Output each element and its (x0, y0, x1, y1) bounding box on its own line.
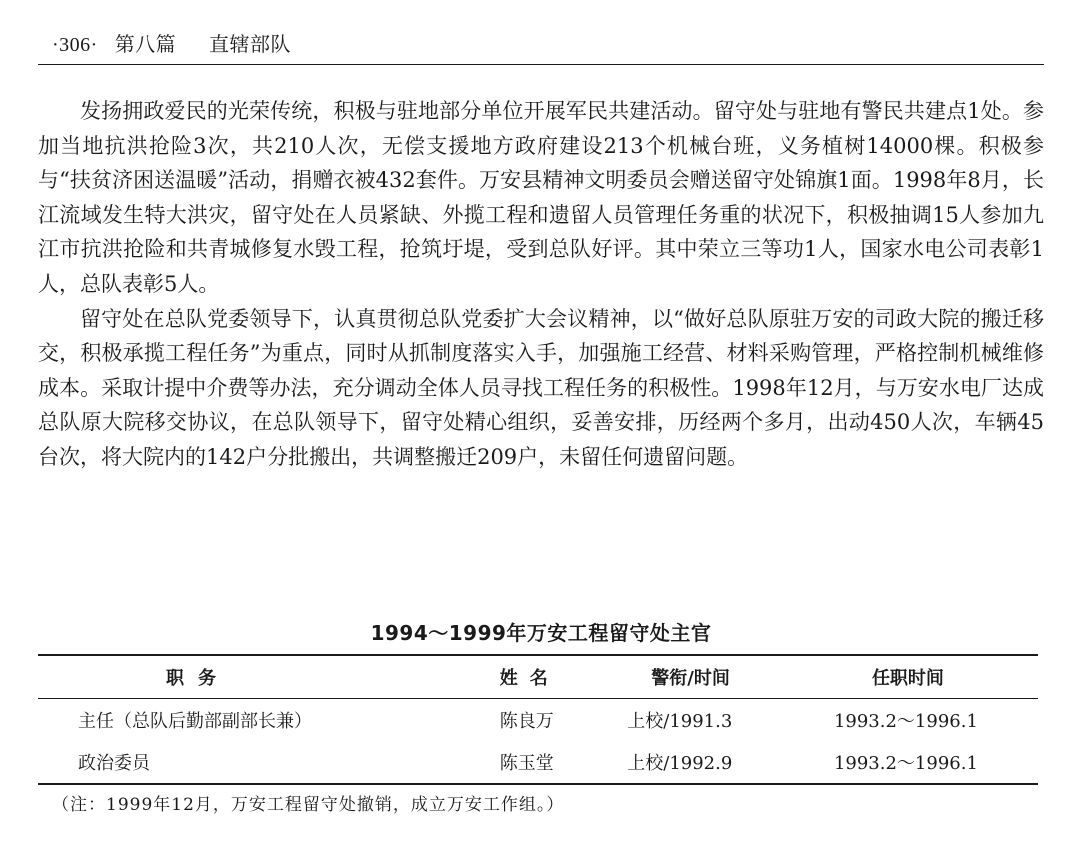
part-label: 第八篇 (114, 32, 177, 56)
cell-name: 陈玉堂 (499, 753, 554, 774)
paragraph: 留守处在总队党委领导下，认真贯彻总队党委扩大会议精神，以“做好总队原驻万安的司政大院的搬迁移交，积极承揽工程任务”为重点，同时从抓制度落实入手，加强施工经营、材料采购管理，严格控制机械维修成本。采取计提中介费等办法，充分调动全体人员寻找工程任务的积极性。1998年12月，与万安水电厂达成总队原大院移交协议，在总队领导下，留守处精心组织，妥善安排，历经两个多月，出动450人次，车辆45台次，将大院内的142户分批搬出，共调整搬迁209户，未留任何遗留问题。 (38, 306, 1044, 469)
body-text (38, 94, 1044, 475)
header-divider (38, 64, 1044, 65)
cell-position: 政治委员 (78, 753, 150, 774)
cell-position: 主任（总队后勤部副部长兼） (78, 711, 312, 732)
table-note: （注：1999年12月，万安工程留守处撤销，成立万安工作组。） (52, 795, 565, 815)
cell-rank: 上校/1992.9 (627, 753, 733, 774)
section-title: 直辖部队 (209, 32, 292, 56)
running-header (52, 28, 291, 57)
column-header-name: 姓名 (499, 668, 560, 689)
paragraph: 发扬拥政爱民的光荣传统，积极与驻地部分单位开展军民共建活动。留守处与驻地有警民共建点1处。参加当地抗洪抢险3次，共210人次，无偿支援地方政府建设213个机械台班，义务植树14000棵。积极参与“扶贫济困送温暖”活动，捐赠衣被432套件。万安县精神文明委员会赠送留守处锦旗1面。1998年8月，长江流域发生特大洪灾，留守处在人员紧缺、外揽工程和遗留人员管理任务重的状况下，积极抽调15人参加九江市抗洪抢险和共青城修复水毁工程，抢筑圩堤，受到总队好评。其中荣立三等功1人，国家水电公司表彰1人，总队表彰5人。 (38, 99, 1044, 296)
table-title: 1994～1999年万安工程留守处主官 (370, 621, 712, 645)
cell-term: 1993.2～1996.1 (833, 711, 978, 732)
column-header-rank: 警衔/时间 (651, 668, 730, 689)
table-header-row (38, 655, 1038, 699)
cell-term: 1993.2～1996.1 (833, 753, 978, 774)
page-number: ·306· (52, 34, 98, 56)
officials-table (38, 654, 1038, 785)
cell-name: 陈良万 (499, 711, 554, 732)
column-header-position: 职务 (166, 668, 230, 689)
column-header-term: 任职时间 (871, 668, 944, 689)
table-row (38, 741, 1038, 784)
cell-rank: 上校/1991.3 (627, 711, 733, 732)
table-row (38, 699, 1038, 742)
